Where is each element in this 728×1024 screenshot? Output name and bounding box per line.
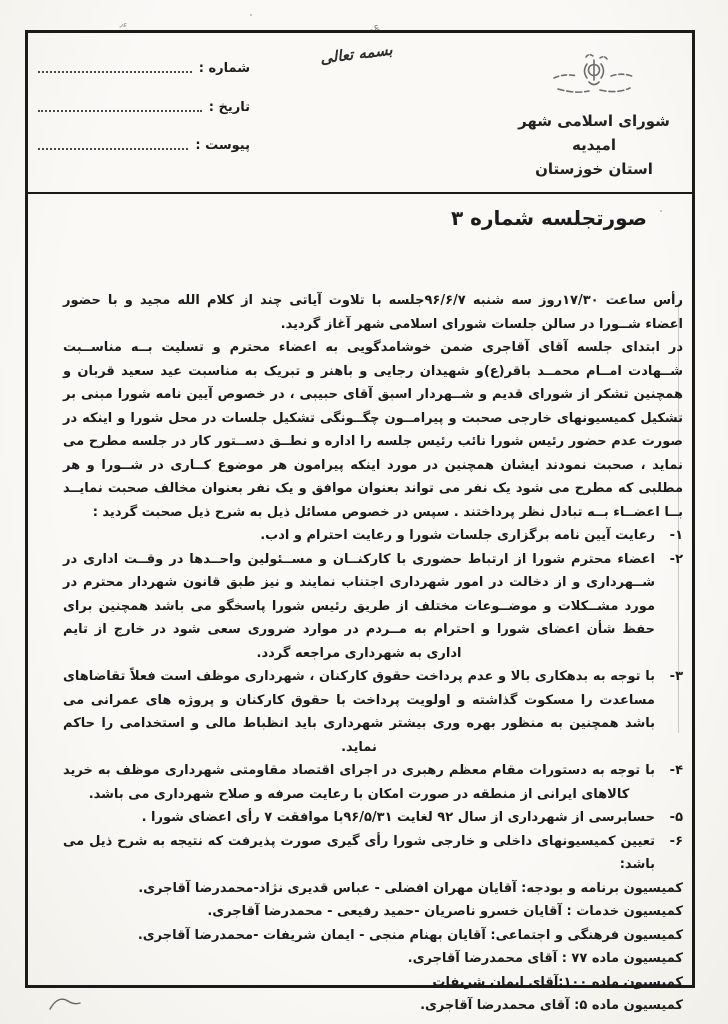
page-title: صورتجلسه شماره ۳ <box>451 206 647 230</box>
intro-paragraph: در ابتدای جلسه آقای آقاجری ضمن خوشامدگویی به اعضاء محترم و تسلیت بــه مناســبت شــهادت امــام محمــد باقر(ع)و شهیدان رجایی و باهنر و تبریک به مناسبت عید سعید قربان و همچنین تشکر از شورای قدیم و شــهردار اسبق آقای حبیبی ، در خصوص آیین نامه شورا مبنی بر تشکیل کمیسیونهای خارجی صحبت و پیرامــون چگــونگی تشکیل جلسات در محل شورا و اینکه در صورت عدم حضور رئیس شورا نائب رئیس جلسه را اداره و نطــق دســتور کار در جلسه مطرح می نماید ، صحبت نمودند ایشان همچنین در مورد اینکه پیرامون هر موضوع کــاری در شــورا و هر مطلبی که مطرح می شود یک نفر می تواند بعنوان موافق و یک نفر بعنوان مخالف صحبت نمایــد بــا اعضــاء بــه تبادل نظر پرداختند . سپس در خصوص مسائل ذیل به شرح ذیل صحبت گردید : <box>63 340 683 520</box>
header-field-attachment <box>38 138 250 153</box>
agenda-item <box>63 830 683 877</box>
item-number: ۲- <box>669 551 683 567</box>
commission-line: کمیسیون ماده ۵: آقای محمدرضا آقاجری. <box>420 998 683 1013</box>
item-text: رعایت آیین نامه برگزاری جلسات شورا و رعایت احترام و ادب. <box>260 528 655 543</box>
field-dotted-line <box>38 110 202 112</box>
agenda-item <box>63 759 683 806</box>
scan-artifact: ؏۔ <box>367 21 381 34</box>
document-body <box>63 289 683 1018</box>
scan-speck <box>250 14 252 16</box>
item-number: ۱- <box>669 528 683 543</box>
commission-line: کمیسیون ماده ۱۰۰:آقای ایمان شریفات <box>432 974 683 990</box>
agenda-item <box>63 548 683 666</box>
item-text: با توجه به بدهکاری بالا و عدم پرداخت حقوق کارکنان ، شهرداری موظف است فعلاً تقاضاهای مساعدت را مسکوت گذاشته و اولویت پرداخت با حقوق کارکنان و پروژه های عمرانی می باشد همچنین به منظور بهره وری بیشتر شهرداری باید انظباط مالی و استخدامی را حاکم نماید. <box>63 669 655 755</box>
commission-line: کمیسیون فرهنگی و اجتماعی: آقایان بهنام منجی - ایمان شریفات -محمدرضا آقاجری. <box>137 927 683 943</box>
commission-line: کمیسیون خدمات : آقایان خسرو ناصریان -حمید رفیعی - محمدرضا آقاجری. <box>207 904 683 919</box>
commission-line: کمیسیون برنامه و بودجه: آقایان مهران افضلی - عباس قدیری نژاد-محمدرضا آقاجری. <box>138 880 683 896</box>
letterhead-org-block <box>502 51 686 181</box>
header-field-date <box>38 100 250 115</box>
scan-edge-artifact <box>678 303 679 733</box>
field-label-attachment: پیوست : <box>195 138 250 153</box>
org-province: استان خوزستان <box>535 160 653 178</box>
field-label-number: شماره : <box>198 61 250 76</box>
item-text: اعضاء محترم شورا از ارتباط حضوری با کارکنــان و مســئولین واحــدها در وقــت اداری در شــهرداری و از دخالت در امور شهرداری اجتناب نمایند و نیز طبق قانون شهردار محترم در مورد مشــکلات و موضــوعات مختلف از طریق رئیس شورا پاسخگو می باشد همچنین برای حفظ شأن اعضای شورا و احترام به مــردم در موارد ضروری سعی شود در خارج از تایم اداری به شهرداری مراجعه گردد. <box>63 551 655 661</box>
item-text: با توجه به دستورات مقام معظم رهبری در اجرای اقتصاد مقاومتی شهرداری موظف به خرید کالاهای ایرانی از منطقه در صورت امکان با رعایت صرفه و صلاح شهرداری می باشد. <box>63 763 655 802</box>
item-number: ۵- <box>669 810 683 825</box>
item-text: حسابرسی از شهرداری از سال ۹۲ لغایت ۹۶/۵/۳۱با موافقت ۷ رأی اعضای شورا . <box>141 810 655 825</box>
header-separator-line <box>27 192 693 194</box>
bismillah-calligraphy: بسمه تعالی <box>319 40 394 68</box>
item-text: تعیین کمیسیونهای داخلی و خارجی شورا رأی گیری صورت پذیرفت که نتیجه به شرح ذیل می باشد: <box>63 833 655 872</box>
scan-artifact: ء٫ <box>119 19 129 31</box>
item-number: ۳- <box>669 669 683 684</box>
field-dotted-line <box>38 71 192 73</box>
agenda-item <box>63 665 683 759</box>
iran-emblem-icon <box>548 51 640 103</box>
field-dotted-line <box>38 148 188 150</box>
header-field-number <box>38 61 250 76</box>
item-number: ۴- <box>669 763 683 778</box>
intro-paragraph: رأس ساعت ۱۷/۳۰روز سه شنبه ۹۶/۶/۷جلسه با تلاوت آیاتی چند از کلام الله مجید و با حضور اعضاء شــورا در سالن جلسات شورای اسلامی شهر آغاز گردید. <box>63 293 683 332</box>
agenda-item <box>63 524 683 548</box>
commission-line: کمیسیون ماده ۷۷ : آقای محمدرضا آقاجری. <box>407 951 683 966</box>
field-label-date: تاریخ : <box>208 100 250 115</box>
agenda-item <box>63 806 683 830</box>
document-border-frame <box>25 30 695 1013</box>
item-number: ۶- <box>669 833 683 849</box>
org-name: شورای اسلامی شهر امیدیه <box>518 112 670 154</box>
